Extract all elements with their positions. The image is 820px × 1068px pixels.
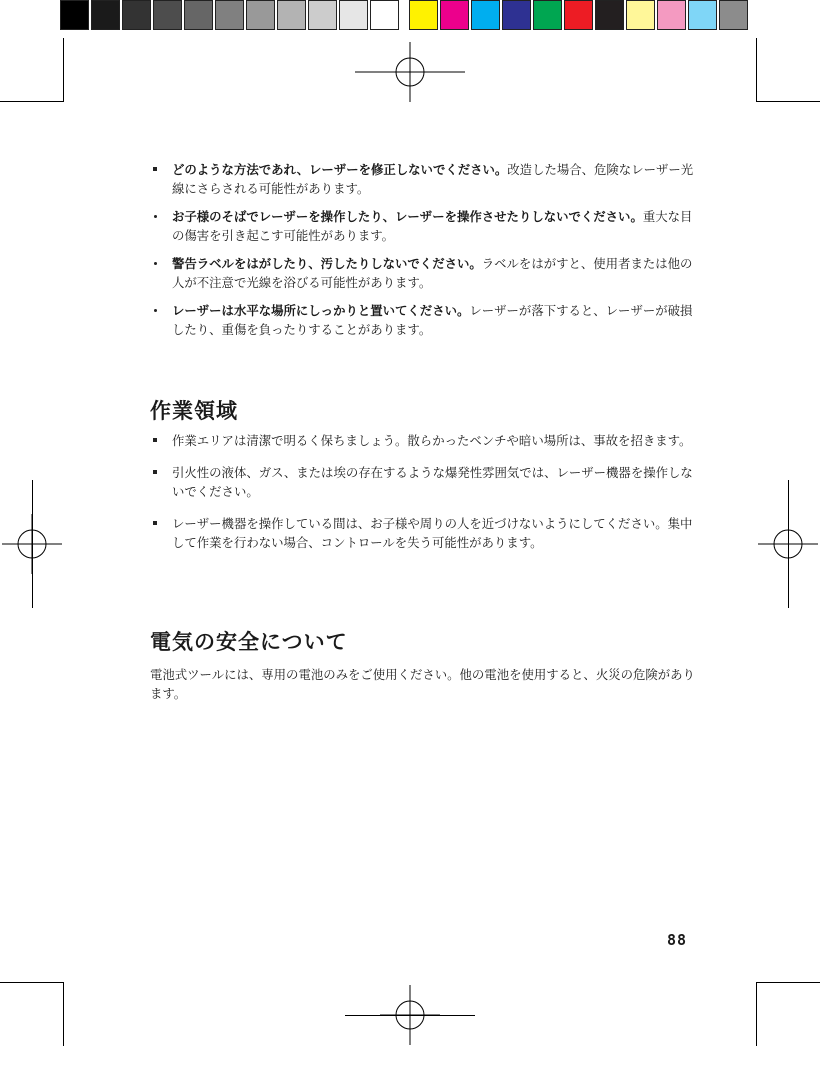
- crop-mark: [757, 982, 820, 983]
- list-item: [150, 301, 695, 339]
- crop-mark: [345, 1015, 475, 1016]
- swatch-gap: [401, 0, 409, 32]
- crop-mark: [32, 480, 33, 608]
- item-text: レーザー機器を操作している間は、お子様や周りの人を近づけないようにしてください。集中して作業を行わない場合、コントロールを失う可能性があります。: [172, 516, 693, 550]
- color-swatch: [719, 0, 748, 30]
- electrical-safety-paragraph: 電池式ツールには、専用の電池のみをご使用ください。他の電池を使用すると、火災の危険があります。: [150, 667, 695, 701]
- color-swatch: [409, 0, 438, 30]
- crop-mark: [63, 38, 64, 102]
- bullet-icon: [151, 514, 159, 533]
- bullet-icon: [151, 254, 159, 273]
- page-number: 88: [667, 931, 688, 949]
- item-emphasis: どのような方法であれ、レーザーを修正しないでください。: [172, 162, 508, 177]
- color-swatch: [595, 0, 624, 30]
- gray-swatch: [339, 0, 368, 30]
- gray-swatch: [246, 0, 275, 30]
- color-swatch: [688, 0, 717, 30]
- crop-mark: [63, 982, 64, 1046]
- gray-swatch: [308, 0, 337, 30]
- item-emphasis: レーザーは水平な場所にしっかりと置いてください。: [172, 303, 470, 318]
- item-text: ラベルをはがすと、使用者または他の人が不注意で光線を浴びる可能性があります。: [172, 256, 693, 290]
- item-text: 引火性の液体、ガス、または埃の存在するような爆発性雰囲気では、レーザー機器を操作しないでください。: [172, 465, 693, 499]
- print-color-bar: [60, 0, 750, 32]
- item-text: レーザーが落下すると、レーザーが破損したり、重傷を負ったりすることがあります。: [172, 303, 693, 337]
- list-item: [150, 514, 695, 552]
- item-text: 改造した場合、危険なレーザー光線にさらされる可能性があります。: [172, 162, 694, 196]
- crop-mark: [0, 982, 63, 983]
- bullet-icon: [151, 301, 159, 320]
- bullet-icon: [151, 463, 159, 482]
- list-item: [150, 207, 695, 245]
- color-swatch: [471, 0, 500, 30]
- gray-swatch: [60, 0, 89, 30]
- item-emphasis: 警告ラベルをはがしたり、汚したりしないでください。: [172, 256, 482, 271]
- gray-swatch: [122, 0, 151, 30]
- color-swatches: [409, 0, 750, 32]
- list-item: [150, 160, 695, 198]
- section-title-electrical-safety: 電気の安全について: [150, 630, 348, 654]
- color-swatch: [657, 0, 686, 30]
- gray-swatch: [153, 0, 182, 30]
- work-area-list: [150, 431, 695, 565]
- bullet-icon: [151, 160, 159, 179]
- color-swatch: [533, 0, 562, 30]
- grayscale-swatches: [60, 0, 401, 32]
- item-text: 重大な目の傷害を引き起こす可能性があります。: [172, 209, 693, 243]
- crop-mark: [788, 480, 789, 608]
- list-item: [150, 254, 695, 292]
- crop-mark: [756, 982, 757, 1046]
- item-emphasis: お子様のそばでレーザーを操作したり、レーザーを操作させたりしないでください。: [172, 209, 643, 224]
- section-title-work-area: 作業領域: [150, 399, 238, 423]
- color-swatch: [440, 0, 469, 30]
- gray-swatch: [184, 0, 213, 30]
- crop-mark: [0, 101, 63, 102]
- crop-mark: [756, 38, 757, 102]
- gray-swatch: [277, 0, 306, 30]
- item-text: 作業エリアは清潔で明るく保ちましょう。散らかったベンチや暗い場所は、事故を招きます。: [172, 433, 692, 448]
- list-item: [150, 431, 695, 450]
- laser-safety-list: [150, 160, 695, 348]
- crop-mark: [757, 101, 820, 102]
- list-item: [150, 463, 695, 501]
- bullet-icon: [151, 207, 159, 226]
- color-swatch: [626, 0, 655, 30]
- gray-swatch: [370, 0, 399, 30]
- registration-line-top: [355, 42, 465, 102]
- color-swatch: [564, 0, 593, 30]
- bullet-icon: [151, 431, 159, 450]
- gray-swatch: [91, 0, 120, 30]
- color-swatch: [502, 0, 531, 30]
- gray-swatch: [215, 0, 244, 30]
